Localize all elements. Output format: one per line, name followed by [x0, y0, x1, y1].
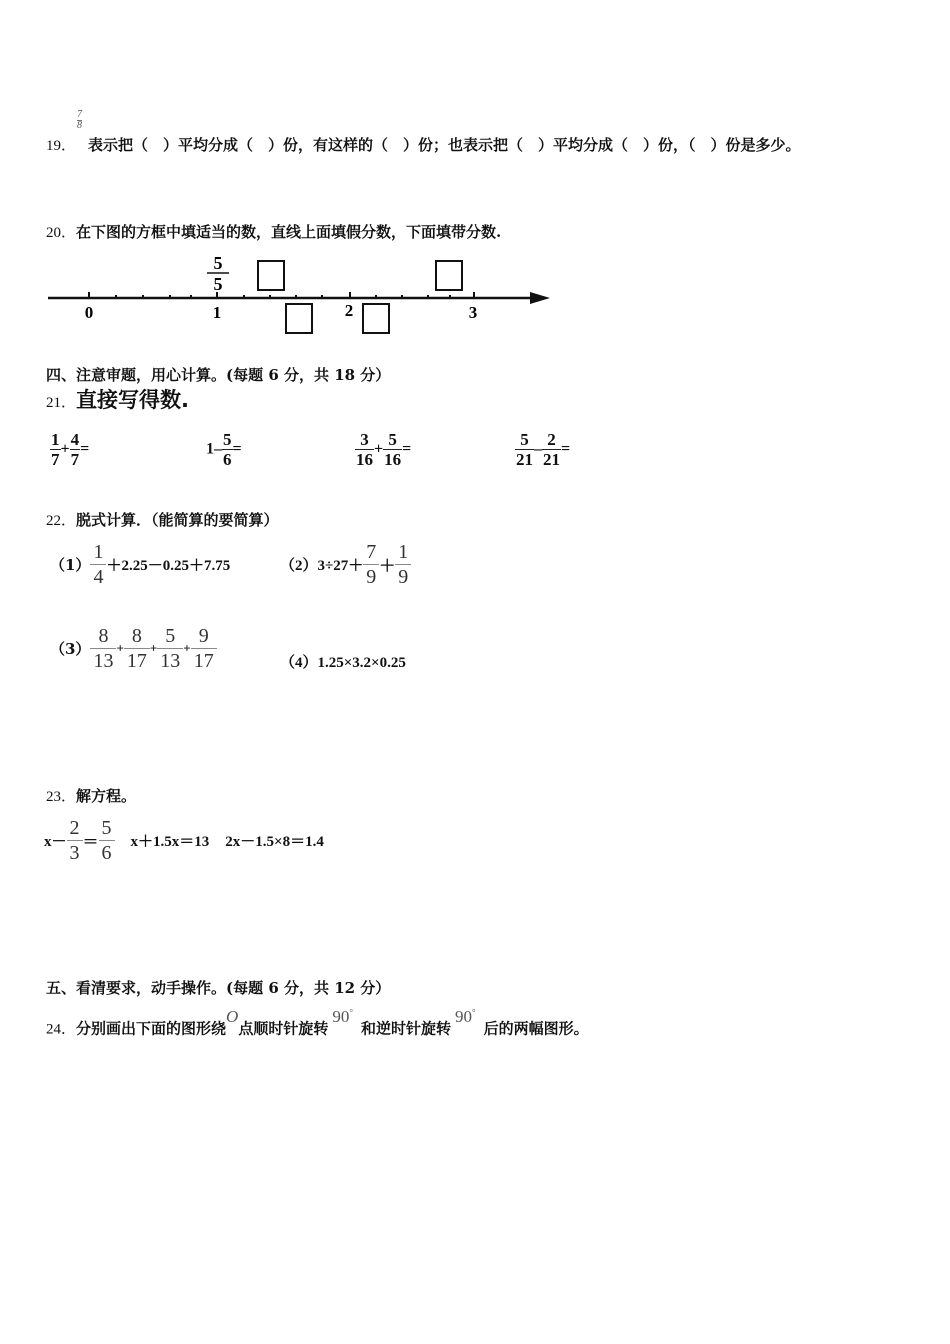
section-4-heading: 四、注意审题，用心计算。(每题 6 分，共 18 分） — [46, 366, 391, 384]
q21-3-op: + — [374, 440, 384, 458]
q21-1-a-num: 1 — [51, 430, 60, 449]
q24-number: 24． — [46, 1021, 77, 1038]
number-line-fraction-denominator: 5 — [213, 274, 223, 294]
q21-2-lead: 1 — [206, 440, 214, 458]
q21-1-op: + — [60, 440, 70, 458]
q21-4-b-den: 21 — [543, 450, 560, 469]
q22-3-op-2: + — [149, 640, 158, 656]
q23-eq1-f1-den: 3 — [67, 840, 83, 865]
q21-3-b-den: 16 — [384, 450, 402, 469]
question-22 — [46, 509, 279, 530]
q22-2-label: （2）3÷27＋ — [280, 558, 364, 574]
q21-1-a-den: 7 — [51, 450, 60, 469]
q22-3-f2-num: 8 — [131, 625, 142, 647]
q21-2-b-num: 5 — [223, 430, 232, 449]
q24-text-4: 后的两幅图形。 — [483, 1019, 589, 1038]
q22-1-frac-num: 1 — [93, 541, 104, 563]
q21-3-a-den: 16 — [356, 450, 373, 469]
q21-3-a-num: 3 — [360, 430, 369, 449]
q19-fraction-numerator: 7 — [77, 109, 82, 120]
q21-4-a-den: 21 — [516, 450, 533, 469]
q22-3-f2-den: 17 — [124, 648, 150, 673]
q24-degree-1-value: 90 — [332, 1006, 350, 1026]
q21-2-eq: = — [232, 440, 242, 458]
q21-title: 直接写得数. — [76, 388, 189, 412]
q24-degree-2-symbol: ° — [471, 1007, 476, 1017]
q19-number: 19． — [46, 138, 77, 154]
answer-box-below-1[interactable] — [286, 304, 312, 333]
q22-part-3 — [50, 624, 217, 673]
question-21 — [46, 384, 189, 414]
q20-number: 20． — [46, 225, 77, 241]
answer-box-above-1[interactable] — [258, 261, 284, 290]
q21-4-a-num: 5 — [520, 430, 529, 449]
q22-3-op-3: + — [183, 640, 191, 656]
q23-eq1-prefix: x－ — [44, 834, 67, 850]
q19-fraction — [77, 110, 82, 131]
q22-2-f1-den: 9 — [363, 564, 379, 589]
q23-title: 解方程。 — [76, 787, 137, 805]
q21-number: 21． — [46, 395, 77, 411]
answer-box-above-2[interactable] — [436, 261, 462, 290]
q24-degree-2-value: 90 — [454, 1006, 472, 1026]
q21-item-2 — [206, 431, 242, 468]
q21-item-4 — [515, 431, 570, 468]
q24-text-2: 点顺时针旋转 — [238, 1019, 329, 1038]
q21-4-b-num: 2 — [547, 430, 556, 449]
q21-2-op: – — [214, 440, 222, 458]
q21-4-op: – — [534, 440, 542, 458]
q21-2-b-den: 6 — [223, 450, 232, 469]
number-line-figure — [40, 250, 560, 340]
question-24 — [46, 1000, 589, 1054]
q24-degree-1 — [332, 1007, 353, 1026]
q22-2-f2-num: 1 — [398, 541, 409, 563]
number-line-arrow — [530, 292, 550, 304]
section-5-heading: 五、看清要求，动手操作。(每题 6 分，共 12 分） — [46, 979, 391, 997]
q21-1-b-num: 4 — [70, 430, 80, 449]
tick-label-3: 3 — [468, 303, 478, 322]
q22-3-f1-num: 8 — [98, 625, 109, 647]
q22-3-f3-num: 5 — [165, 625, 176, 647]
q22-2-f1-num: 7 — [366, 541, 377, 563]
q22-part-2 — [280, 540, 411, 589]
q22-1-label: （1） — [50, 556, 91, 574]
q22-3-op-1: + — [116, 640, 124, 656]
q22-3-f4-den: 17 — [191, 648, 217, 673]
q24-degree-1-symbol: ° — [349, 1007, 353, 1017]
q22-title: 脱式计算．（能简算的要简算） — [76, 511, 279, 529]
q19-fraction-denominator: 8 — [77, 120, 82, 131]
q22-part-1 — [50, 540, 230, 589]
q23-eq1-f2-den: 6 — [99, 840, 115, 865]
q23-eq3: 2x－1.5×8＝1.4 — [225, 834, 324, 850]
q22-part-4: （4）1.25×3.2×0.25 — [280, 655, 406, 671]
q22-2-op: ＋ — [379, 558, 396, 575]
q21-1-b-den: 7 — [70, 450, 80, 469]
q22-1-frac-den: 4 — [90, 564, 106, 589]
question-23 — [46, 785, 136, 806]
q23-eq1-f2-num: 5 — [101, 817, 112, 839]
q21-item-1 — [50, 431, 89, 468]
q24-degree-2 — [455, 1007, 476, 1026]
answer-box-below-2[interactable] — [363, 304, 389, 333]
q23-eq1-f1-num: 2 — [69, 817, 80, 839]
q21-item-3 — [355, 431, 411, 468]
q21-4-eq: = — [561, 440, 571, 458]
q20-text: 在下图的方框中填适当的数，直线上面填假分数，下面填带分数. — [76, 223, 502, 241]
q21-3-eq: = — [402, 440, 412, 458]
q22-2-f2-den: 9 — [395, 564, 411, 589]
question-20 — [46, 221, 501, 242]
q23-eq2: x＋1.5x＝13 — [130, 834, 210, 850]
q19-text: 表示把（ ）平均分成（ ）份，有这样的（ ）份；也表示把（ ）平均分成（ ）份，（ ）份是多少。 — [88, 136, 801, 154]
q22-3-f4-num: 9 — [198, 625, 209, 647]
tick-label-0: 0 — [84, 303, 94, 322]
q22-3-label: （3） — [50, 640, 91, 658]
q21-1-eq: = — [80, 440, 90, 458]
q24-text-1: 分别画出下面的图形绕 — [76, 1019, 227, 1038]
q24-text-3: 和逆时针旋转 — [360, 1019, 451, 1038]
tick-label-2: 2 — [344, 301, 354, 320]
q21-3-b-num: 5 — [388, 430, 397, 449]
question-19 — [46, 134, 801, 155]
q22-3-f1-den: 13 — [90, 648, 116, 673]
q23-equations — [44, 816, 324, 865]
q22-number: 22． — [46, 513, 77, 529]
q22-3-f3-den: 13 — [157, 648, 183, 673]
q23-number: 23． — [46, 789, 77, 805]
tick-label-1: 1 — [212, 303, 222, 322]
q24-point-o: O — [226, 1006, 239, 1026]
number-line-fraction-numerator: 5 — [213, 253, 223, 273]
q23-eq1-equals: ＝ — [82, 834, 99, 851]
q22-1-rest: ＋2.25－0.25＋7.75 — [106, 558, 231, 574]
